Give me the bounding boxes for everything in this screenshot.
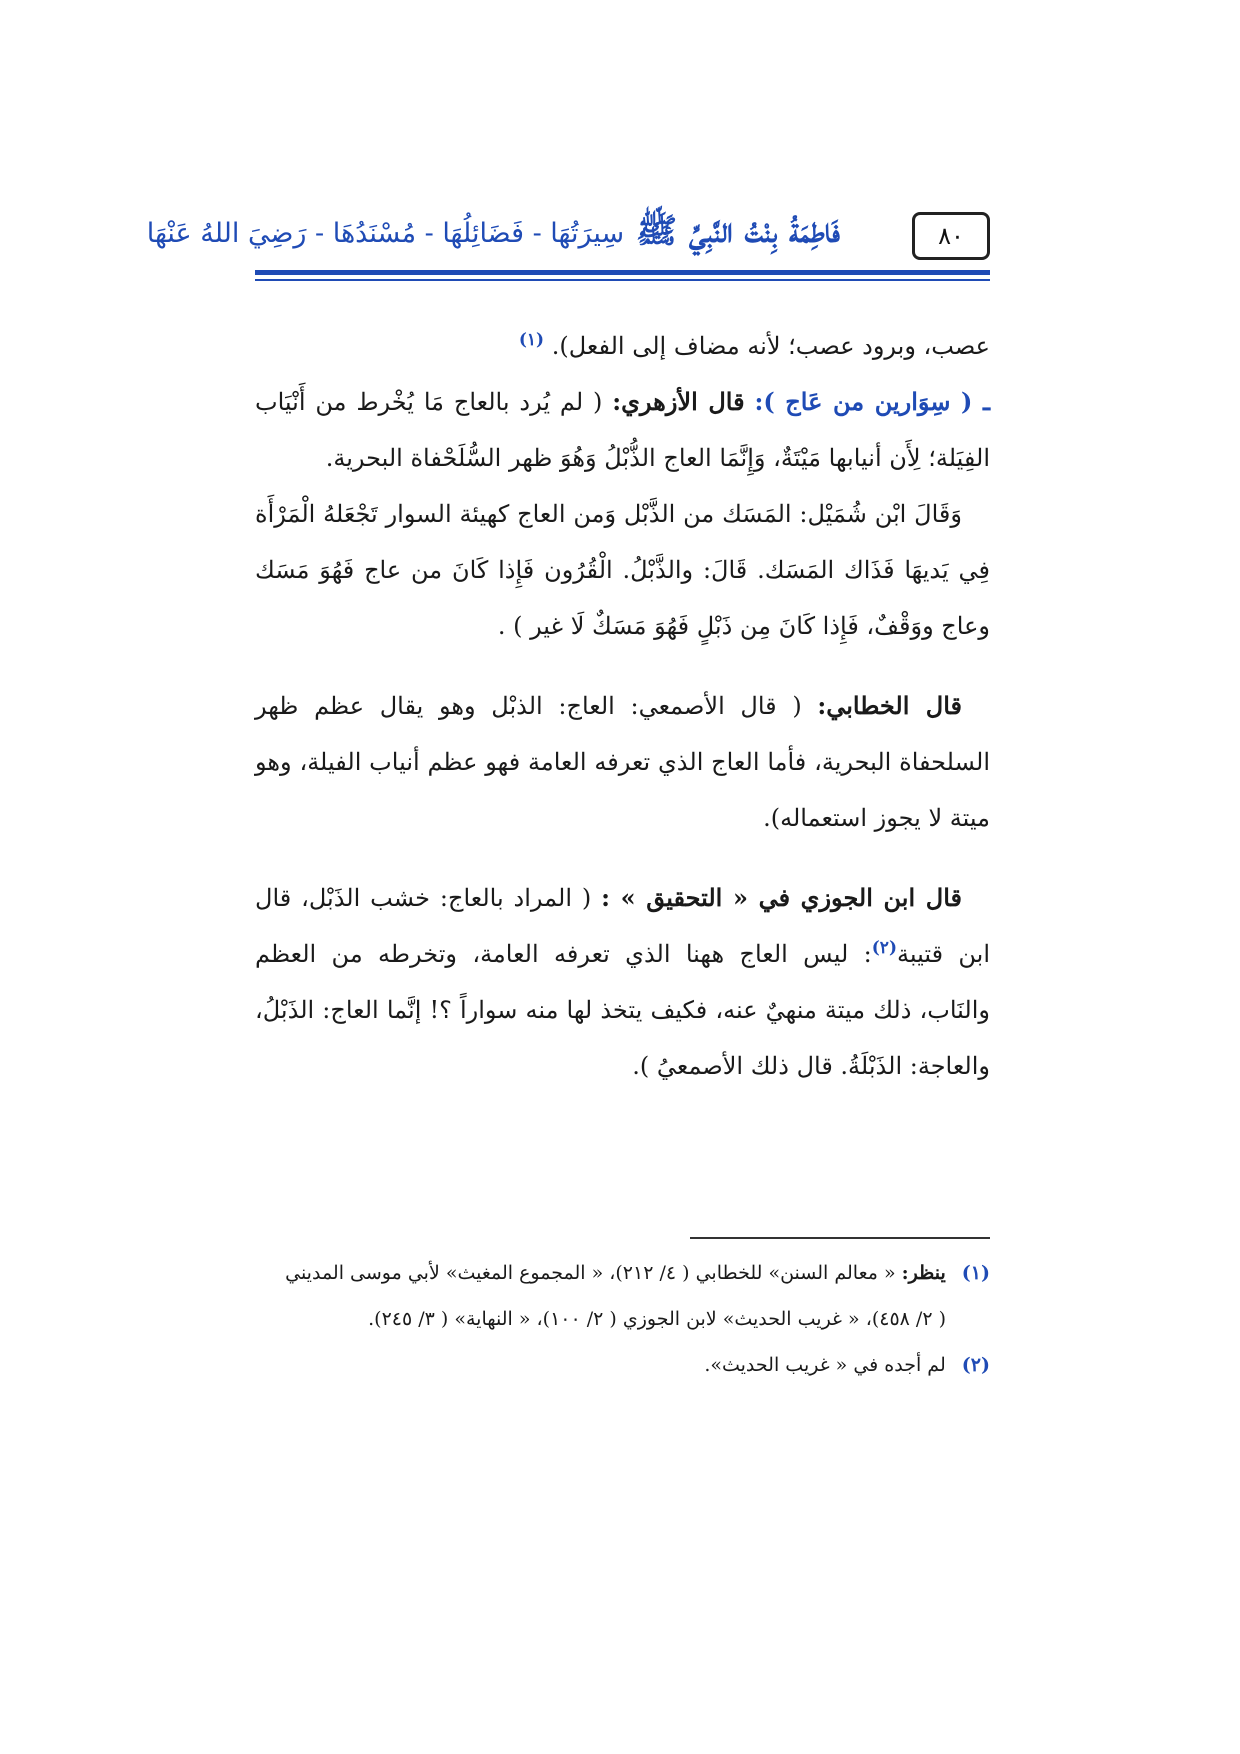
page-number: ٨٠ — [912, 212, 990, 260]
footnote-2: (٢) لم أجده في « غريب الحديث». — [704, 1354, 990, 1376]
footnote-separator — [690, 1237, 990, 1239]
header-rule-thick — [255, 270, 990, 275]
main-text — [255, 318, 990, 1094]
footnote-1-continued: ( ٢/ ٤٥٨)، « غريب الحديث» لابن الجوزي ( ٢/ ١٠٠)، « النهاية» ( ٣/ ٢٤٥). — [368, 1308, 946, 1330]
paragraph-5: قال ابن الجوزي في « التحقيق » : ( المراد بالعاج: خشب الذَبْل، قال ابن قتيبة$^{(٢)}$: ليس العاج ههنا الذي تعرفه العامة، وتخرطه من العظم والنَاب، ذلك ميتة منهيٌ عنه، فكيف يتخذ لها منه سواراً ؟! إنَّما العاج: الذَبْلُ، والعاجة: الذَبْلَةُ. قال ذلك الأصمعيُ ). — [255, 883, 991, 1080]
book-subtitle: سِيرَتُهَا - فَضَائِلُهَا - مُسْنَدُهَا - رَضِيَ اللهُ عَنْهَا — [146, 218, 625, 249]
footnote-ref-1: (١) — [518, 330, 545, 350]
paragraph-2: ـ ( سِوَارين من عَاج ): قال الأزهري: ( لم يُرد بالعاج مَا يُخْرط من أَنْيَاب الفِيَلة؛ لِأَن أنيابها مَيْتَةٌ، وَإِنَّمَا العاج الذُّبْلُ وَهُوَ ظهر السُّلَحْفاة البحرية. — [255, 387, 990, 472]
footnote-1: (١) ينظر: « معالم السنن» للخطابي ( ٤/ ٢١٢)، « المجموع المغيث» لأبي موسى المديني — [285, 1262, 990, 1284]
page-header — [146, 198, 990, 293]
paragraph-4: قال الخطابي: ( قال الأصمعي: العاج: الذبْل وهو يقال عظم ظهر السلحفاة البحرية، فأما العاج الذي تعرفه العامة فهو عظم أنياب الفيلة، وهو ميتة لا يجوز استعماله). — [255, 691, 990, 832]
paragraph-3: وَقَالَ ابْن شُمَيْل: المَسَك من الذَّبْل وَمن العاج كهيئة السوار تَجْعَلهُ الْمَرْأَة فِي يَديهَا فَذَاك المَسَك. قَالَ: والذَّبْلُ. الْقُرُون فَإِذا كَانَ من عاج فَهُوَ مَسَك وعاج ووَقْفٌ، فَإِذا كَانَ مِن ذَبْلٍ فَهُوَ مَسَكٌ لَا غير ) . — [255, 500, 990, 640]
book-title: فَاطِمَةُ بِنْتُ النَّبِيِّ ﷺ — [636, 211, 840, 251]
paragraph-1: عصب، وبرود عصب؛ لأنه مضاف إلى الفعل). $^{(١)}$ — [518, 330, 990, 360]
running-title — [146, 206, 840, 259]
header-rule-thin — [255, 279, 990, 281]
footnotes — [255, 1250, 990, 1388]
entry-heading: ـ ( سِوَارين من عَاج ): — [754, 387, 990, 416]
footnote-ref-2: (٢) — [871, 938, 897, 958]
